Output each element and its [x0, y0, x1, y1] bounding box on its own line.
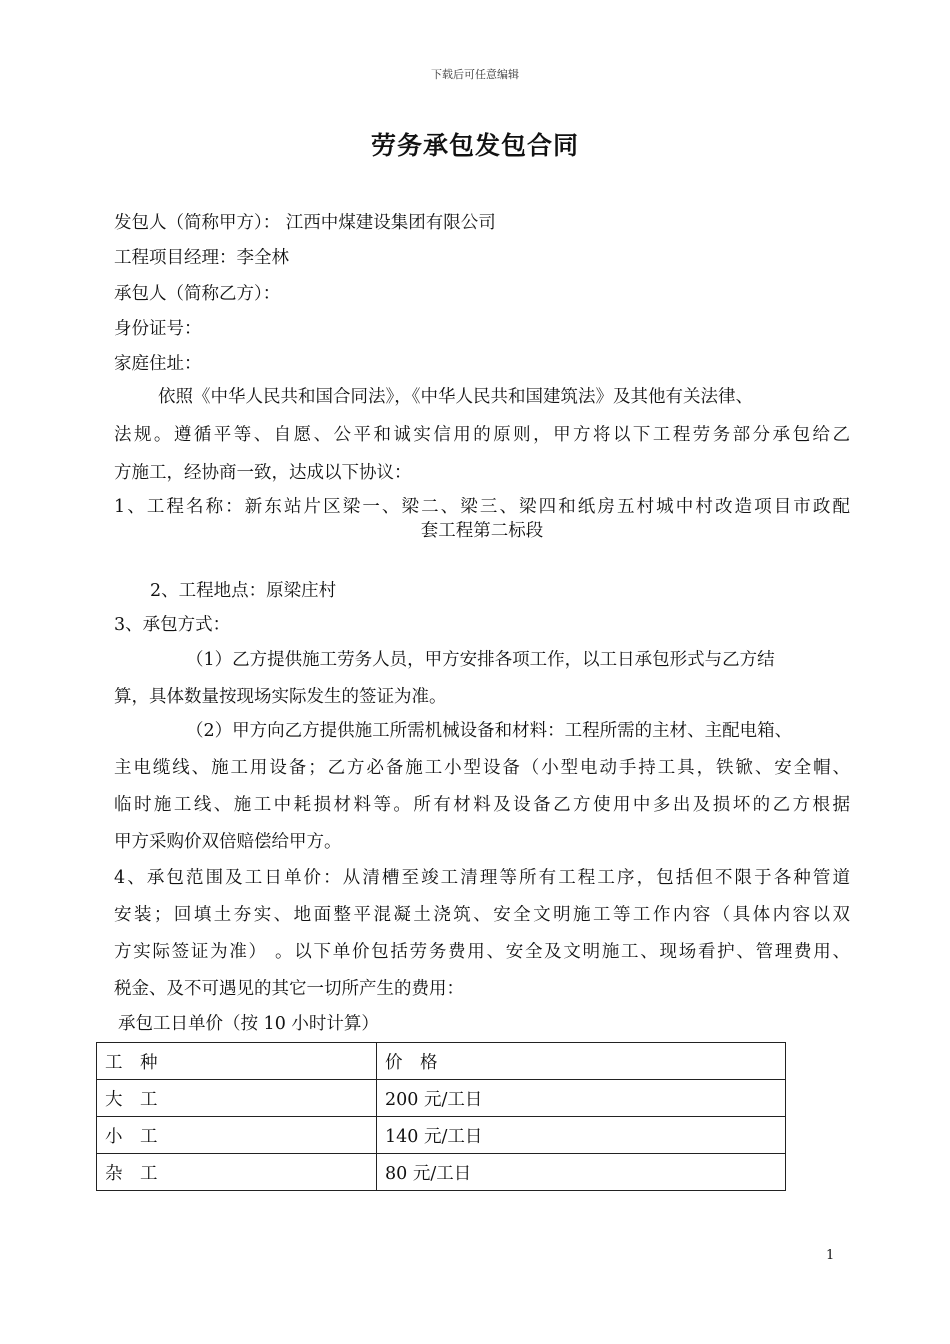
- project-manager-line: 工程项目经理：李全林: [114, 248, 289, 268]
- home-address-line: 家庭住址：: [114, 354, 202, 374]
- clause-3-item-1-line-1: （1）乙方提供施工劳务人员，甲方安排各项工作，以工日承包形式与乙方结: [186, 650, 775, 670]
- clause-4-line-2: 安装；回填土夯实、地面整平混凝土浇筑、安全文明施工等工作内容（具体内容以双: [114, 905, 850, 925]
- intro-paragraph-line-2: 法规。遵循平等、自愿、公平和诚实信用的原则，甲方将以下工程劳务部分承包给乙: [114, 425, 850, 445]
- clause-1-project-name-line-2: 套工程第二标段: [420, 521, 544, 541]
- clause-3-item-2-line-3: 临时施工线、施工中耗损材料等。所有材料及设备乙方使用中多出及损坏的乙方根据: [114, 795, 850, 815]
- table-cell-trade: 杂 工: [97, 1154, 377, 1191]
- page-number: 1: [826, 1248, 835, 1263]
- clause-4-line-3: 方实际签证为准） 。以下单价包括劳务费用、安全及文明施工、现场看护、管理费用、: [114, 942, 850, 962]
- table-cell-trade: 小 工: [97, 1117, 377, 1154]
- clause-3-heading: 3、承包方式：: [114, 615, 231, 635]
- clause-2-project-location: 2、工程地点：原梁庄村: [150, 581, 337, 601]
- document-title: 劳务承包发包合同: [370, 131, 579, 160]
- clause-3-item-2-line-1: （2）甲方向乙方提供施工所需机械设备和材料：工程所需的主材、主配电箱、: [186, 721, 793, 741]
- table-cell-price: 80 元/工日: [377, 1154, 786, 1191]
- table-cell-price: 140 元/工日: [377, 1117, 786, 1154]
- party-a-line: 发包人（简称甲方）： 江西中煤建设集团有限公司: [114, 213, 496, 233]
- clause-4-line-1: 4、承包范围及工日单价：从清槽至竣工清理等所有工程工序，包括但不限于各种管道: [114, 868, 850, 888]
- id-number-line: 身份证号：: [114, 319, 202, 339]
- table-row: [97, 1117, 786, 1154]
- clause-1-project-name-line-1: 1、工程名称：新东站片区梁一、梁二、梁三、梁四和纸房五村城中村改造项目市政配: [114, 497, 850, 517]
- price-table: [96, 1042, 786, 1191]
- price-table-header-row: [97, 1043, 786, 1080]
- clause-3-item-2-line-4: 甲方采购价双倍赔偿给甲方。: [114, 832, 342, 852]
- clause-3-item-2-line-2: 主电缆线、施工用设备；乙方必备施工小型设备（小型电动手持工具，铁锨、安全帽、: [114, 758, 850, 778]
- clause-4-line-4: 税金、及不可遇见的其它一切所产生的费用：: [114, 979, 464, 999]
- intro-paragraph-line-1: 依照《中华人民共和国合同法》，《中华人民共和国建筑法》及其他有关法律、: [158, 387, 753, 407]
- table-cell-trade: 大 工: [97, 1080, 377, 1117]
- intro-paragraph-line-3: 方施工，经协商一致，达成以下协议：: [114, 463, 412, 483]
- price-table-header-price: 价 格: [377, 1043, 786, 1080]
- table-row: [97, 1154, 786, 1191]
- page-header-note: 下载后可任意编辑: [431, 68, 519, 81]
- price-table-caption: 承包工日单价（按 10 小时计算）: [118, 1014, 379, 1034]
- table-cell-price: 200 元/工日: [377, 1080, 786, 1117]
- table-row: [97, 1080, 786, 1117]
- clause-3-item-1-line-2: 算，具体数量按现场实际发生的签证为准。: [114, 687, 447, 707]
- party-b-line: 承包人（简称乙方）：: [114, 284, 281, 304]
- price-table-header-trade: 工 种: [97, 1043, 377, 1080]
